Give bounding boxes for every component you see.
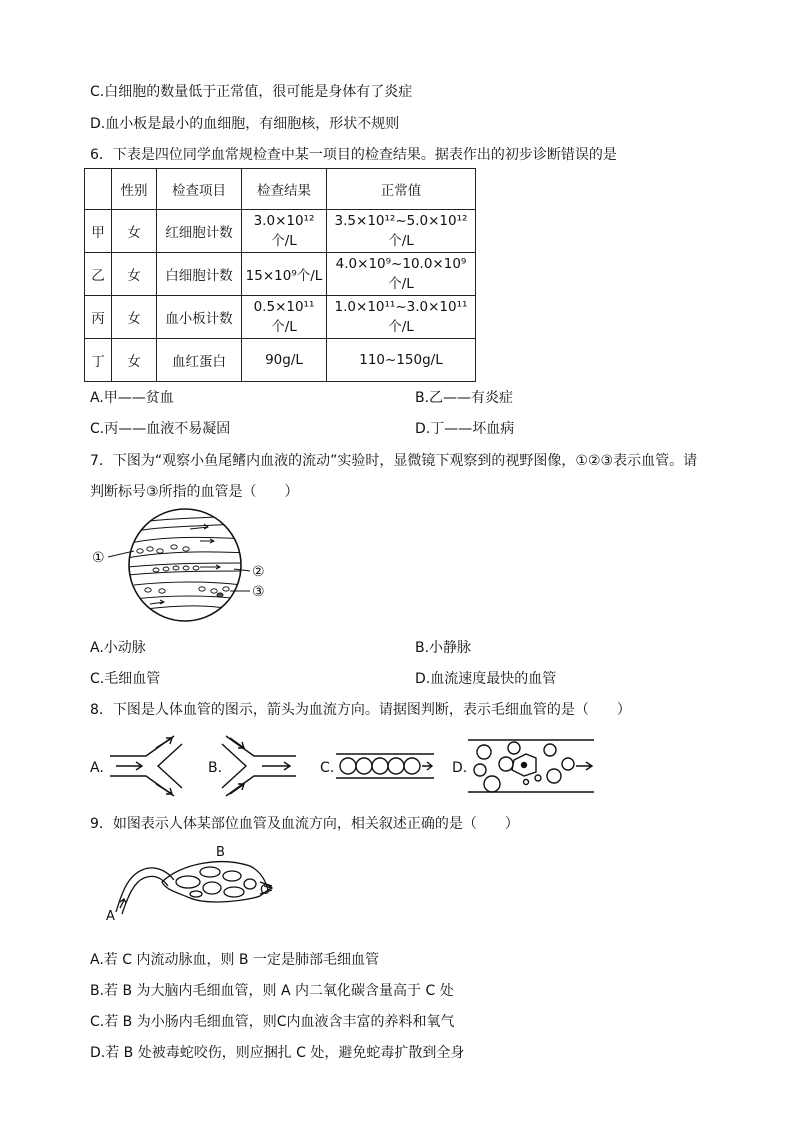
q7-stem-line2: 判断标号③所指的血管是（ ） [90,484,299,500]
q7-option-c: C.毛细血管 [90,671,161,687]
blood-cell [147,547,153,551]
q9-option-c: C.若 B 为小肠内毛细血管，则C内血液含丰富的养料和氧气 [90,1014,455,1030]
label-c: C. [320,760,335,776]
q7-option-a: A.小动脉 [90,640,146,656]
label-2: ② [252,564,265,580]
q9-option-a: A.若 C 内流动脉血，则 B 一定是肺部毛细血管 [90,952,379,968]
label-C: C [260,883,270,898]
table-cell: 3.5×10¹²~5.0×10¹²个/L [327,210,476,253]
field-of-view-circle [129,509,241,621]
table-cell: 血红蛋白 [157,339,242,382]
table-cell: 女 [112,210,157,253]
table-cell: 女 [112,253,157,296]
table-cell: 女 [112,296,157,339]
blood-test-table [84,168,476,382]
table-cell: 0.5×10¹¹个/L [242,296,327,339]
table-cell: 丙 [85,296,112,339]
q6-option-a: A.甲——贫血 [90,390,174,406]
table-cell: 乙 [85,253,112,296]
blood-cell [137,549,143,553]
table-cell: 女 [112,339,157,382]
table-cell: 15×10⁹个/L [242,253,327,296]
vessel-a [110,736,182,796]
vessel-types-figure [86,730,606,800]
table-header-cell [85,169,112,210]
blood-cell [183,547,189,551]
q7-stem-line1: 7．下图为“观察小鱼尾鳍内血液的流动”实验时，显微镜下观察到的视野图像，①②③表示血管。请 [90,453,698,469]
label-d: D. [452,760,468,776]
blood-cell [159,589,165,593]
q6-stem: 6．下表是四位同学血常规检查中某一项目的检查结果。据表作出的初步诊断错误的是 [90,147,617,163]
blood-cell [223,587,229,591]
blood-cell [193,566,199,570]
table-cell: 白细胞计数 [157,253,242,296]
table-cell: 红细胞计数 [157,210,242,253]
label-A: A [106,909,115,924]
blood-cell [211,589,217,593]
table-header-cell: 性别 [112,169,157,210]
q5-option-c: C.白细胞的数量低于正常值，很可能是身体有了炎症 [90,84,413,100]
table-cell: 血小板计数 [157,296,242,339]
table-cell: 甲 [85,210,112,253]
vessel-c [336,754,434,778]
q5-option-d: D.血小板是最小的血细胞，有细胞核，形状不规则 [90,116,400,132]
vessel-d [468,740,594,792]
q7-option-d: D.血流速度最快的血管 [415,671,557,687]
table-cell: 4.0×10⁹~10.0×10⁹个/L [327,253,476,296]
table-row [85,210,476,253]
q7-option-b: B.小静脉 [415,640,472,656]
q6-option-b: B.乙——有炎症 [415,390,514,406]
label-b: B. [208,760,223,776]
q9-option-b: B.若 B 为大脑内毛细血管，则 A 内二氧化碳含量高于 C 处 [90,983,454,999]
table-header-cell: 检查项目 [157,169,242,210]
microscope-field-figure [90,505,280,625]
table-header-cell: 检查结果 [242,169,327,210]
blood-cell [171,545,177,549]
q9-option-d: D.若 B 处被毒蛇咬伤，则应捆扎 C 处，避免蛇毒扩散到全身 [90,1045,465,1061]
table-cell: 90g/L [242,339,327,382]
q6-option-d: D.丁——坏血病 [415,421,515,437]
table-cell: 1.0×10¹¹~3.0×10¹¹个/L [327,296,476,339]
blood-cell [173,566,179,570]
label-B: B [216,845,225,860]
table-cell: 丁 [85,339,112,382]
q6-option-c: C.丙——血液不易凝固 [90,421,231,437]
blood-cell [163,567,169,571]
blood-cell [183,566,189,570]
q8-stem: 8．下图是人体血管的图示，箭头为血流方向。请据图判断，表示毛细血管的是（ ） [90,702,631,718]
table-row [85,296,476,339]
blood-cell [157,549,163,553]
table-cell: 3.0×10¹²个/L [242,210,327,253]
vessel-b [222,736,296,796]
label-1: ① [92,550,105,566]
table-row [85,253,476,296]
q9-stem: 9．如图表示人体某部位血管及血流方向，相关叙述正确的是（ ） [90,816,519,832]
blood-cell [217,593,223,597]
label-3: ③ [252,584,265,600]
capillary-network-figure [100,842,285,927]
table-header-cell: 正常值 [327,169,476,210]
table-row [85,339,476,382]
blood-cell [153,568,159,572]
table-cell: 110~150g/L [327,339,476,382]
blood-cell [145,588,151,592]
label-a: A. [90,760,104,776]
blood-cell [199,587,205,591]
table-header-row [85,169,476,210]
